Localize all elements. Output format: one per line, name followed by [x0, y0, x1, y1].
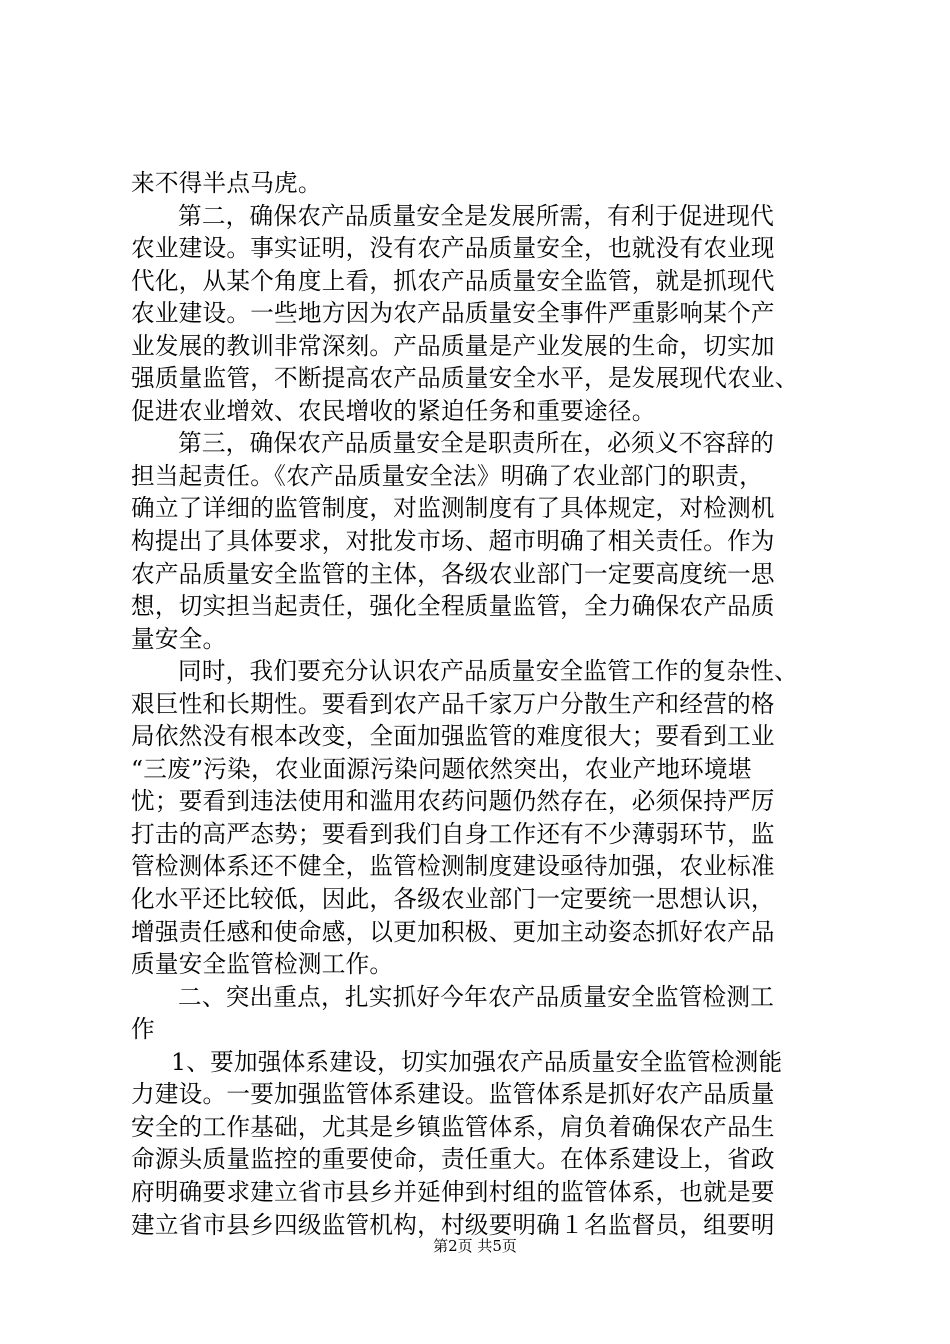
text-line: 打击的高严态势；要看到我们自身工作还有不少薄弱环节，监: [131, 819, 775, 848]
text-line: 力建设。一要加强监管体系建设。监管体系是抓好农产品质量: [131, 1080, 775, 1109]
text-line: 建立省市县乡四级监管机构，村级要明确１名监督员，组要明: [131, 1210, 775, 1239]
text-line: 府明确要求建立省市县乡并延伸到村组的监管体系，也就是要: [131, 1177, 775, 1206]
text-line: 第二，确保农产品质量安全是发展所需，有利于促进现代: [178, 201, 775, 230]
text-line: 农业建设。一些地方因为农产品质量安全事件严重影响某个产: [131, 299, 775, 328]
section-heading-continuation: 作: [131, 1015, 155, 1044]
section-heading: 二、突出重点，扎实抓好今年农产品质量安全监管检测工: [178, 982, 775, 1011]
text-line: “三废”污染，农业面源污染问题依然突出，农业产地环境堪: [131, 754, 752, 783]
text-line: 局依然没有根本改变，全面加强监管的难度很大；要看到工业: [131, 722, 775, 751]
text-line: 同时，我们要充分认识农产品质量安全监管工作的复杂性、: [178, 657, 798, 686]
text-line: 农产品质量安全监管的主体，各级农业部门一定要高度统一思: [131, 559, 775, 588]
text-line: 管检测体系还不健全，监管检测制度建设亟待加强，农业标准: [131, 852, 775, 881]
text-line: 确立了详细的监管制度，对监测制度有了具体规定，对检测机: [131, 494, 775, 523]
text-line: 质量安全监管检测工作。: [131, 950, 394, 979]
text-line: 增强责任感和使命感，以更加积极、更加主动姿态抓好农产品: [131, 917, 775, 946]
document-body: [131, 167, 831, 1241]
text-line: 1、要加强体系建设，切实加强农产品质量安全监管检测能: [171, 1047, 783, 1076]
text-line: 第三，确保农产品质量安全是职责所在，必须义不容辞的: [178, 429, 775, 458]
text-line: 化水平还比较低，因此，各级农业部门一定要统一思想认识，: [131, 885, 775, 914]
text-line: 艰巨性和长期性。要看到农产品千家万户分散生产和经营的格: [131, 689, 775, 718]
text-line: 来不得半点马虎。: [131, 169, 322, 197]
text-line: 担当起责任。《农产品质量安全法》明确了农业部门的职责，: [131, 461, 763, 490]
text-line: 促进农业增效、农民增收的紧迫任务和重要途径。: [131, 396, 656, 425]
text-line: 代化，从某个角度上看，抓农产品质量安全监管，就是抓现代: [131, 266, 775, 295]
text-line: 强质量监管，不断提高农产品质量安全水平，是发展现代农业、: [131, 364, 799, 393]
text-line: 想，切实担当起责任，强化全程质量监管，全力确保农产品质: [131, 592, 775, 621]
text-line: 量安全。: [131, 624, 227, 653]
text-line: 农业建设。事实证明，没有农产品质量安全，也就没有农业现: [131, 234, 775, 263]
text-line: 忧；要看到违法使用和滥用农药问题仍然存在，必须保持严厉: [131, 787, 775, 816]
text-line: 安全的工作基础，尤其是乡镇监管体系，肩负着确保农产品生: [131, 1112, 775, 1141]
page-number-footer: 第2页 共5页: [433, 1237, 517, 1255]
text-line: 业发展的教训非常深刻。产品质量是产业发展的生命，切实加: [131, 331, 775, 360]
text-line: 命源头质量监控的重要使命，责任重大。在体系建设上，省政: [131, 1145, 775, 1174]
text-line: 构提出了具体要求，对批发市场、超市明确了相关责任。作为: [131, 527, 775, 556]
